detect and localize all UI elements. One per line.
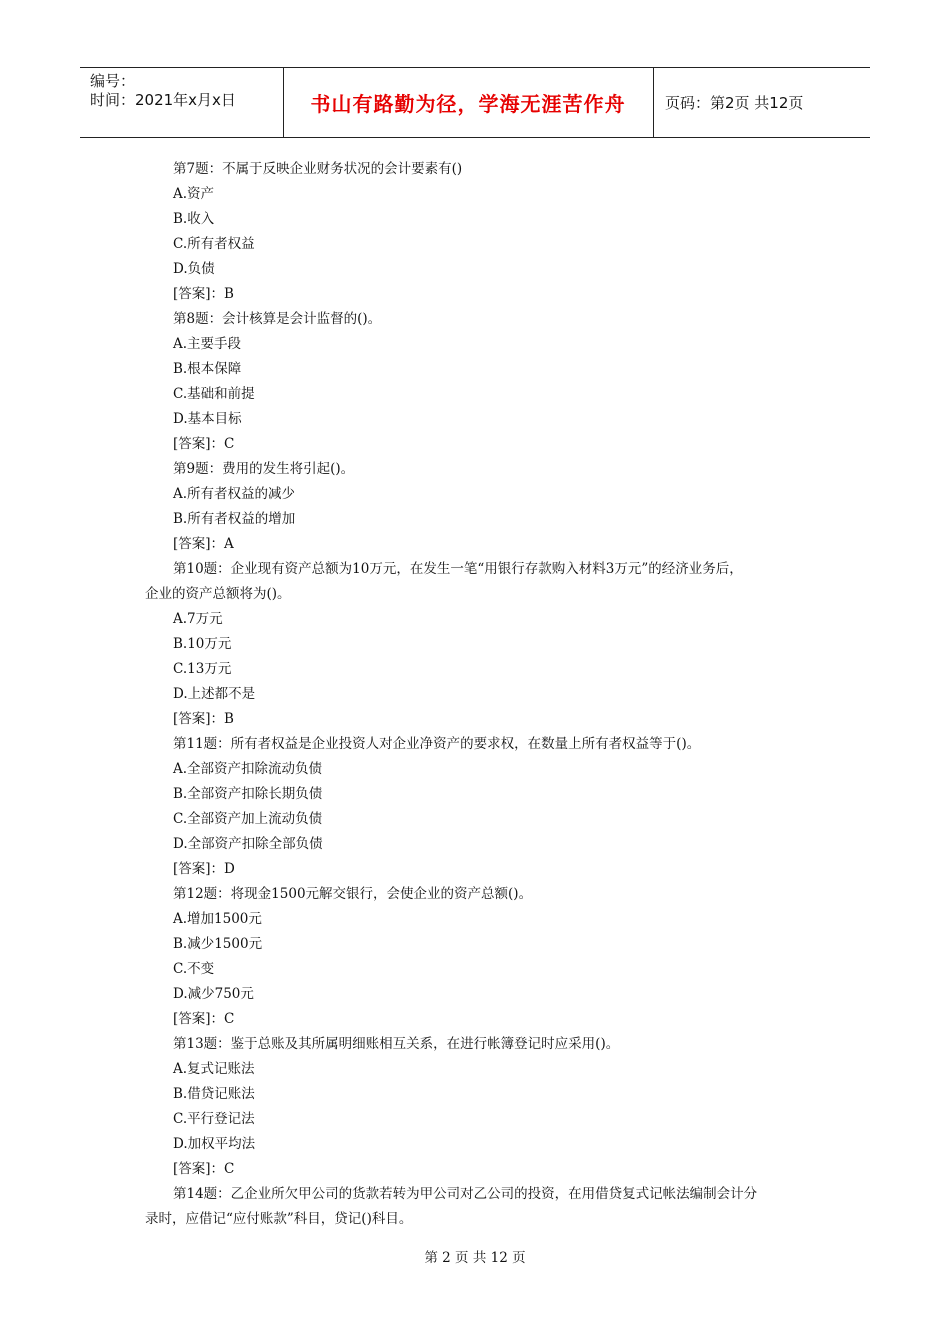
answer-option: D.负债 [173,261,215,277]
question-text-continued: 企业的资产总额将为()。 [145,586,291,602]
page-footer: 第 2 页 共 12 页 [424,1250,526,1266]
question-block [145,557,815,732]
question-text: 第11题：所有者权益是企业投资人对企业净资产的要求权，在数量上所有者权益等于()。 [173,736,701,752]
answer-option: D.加权平均法 [173,1136,256,1152]
header-divider [653,68,654,137]
question-text: 第9题：费用的发生将引起()。 [173,461,355,477]
time-label: 时间：2021年x月x日 [90,91,236,109]
answer-option: B.借贷记账法 [173,1086,255,1102]
answer-option: A.全部资产扣除流动负债 [173,761,323,777]
answer-option: D.基本目标 [173,411,242,427]
header-page-label: 页码：第2页 共12页 [665,94,804,112]
question-text: 第14题：乙企业所欠甲公司的货款若转为甲公司对乙公司的投资，在用借贷复式记帐法编制会计分 [173,1186,758,1202]
question-text: 第10题：企业现有资产总额为10万元，在发生一笔“用银行存款购入材料3万元”的经济业务后， [173,561,743,577]
answer-option: A.资产 [173,186,215,202]
page-header [80,67,870,138]
question-block [145,307,815,457]
question-block [145,457,815,557]
answer-option: B.根本保障 [173,361,242,377]
answer-option: A.所有者权益的减少 [173,486,296,502]
answer-option: C.所有者权益 [173,236,255,252]
answer-option: B.减少1500元 [173,936,263,952]
question-text-continued: 录时，应借记“应付账款”科目，贷记()科目。 [145,1211,413,1227]
question-block [145,157,815,307]
question-block [145,732,815,882]
header-motto: 书山有路勤为径，学海无涯苦作舟 [310,92,626,116]
number-label: 编号： [90,72,136,90]
answer-option: C.基础和前提 [173,386,255,402]
question-text: 第7题：不属于反映企业财务状况的会计要素有() [173,161,463,177]
answer-option: B.10万元 [173,636,232,652]
answer-option: D.上述都不是 [173,686,256,702]
answer-key: [答案]：C [173,1011,235,1027]
answer-option: B.全部资产扣除长期负债 [173,786,323,802]
answer-key: [答案]：B [173,286,234,302]
answer-option: B.所有者权益的增加 [173,511,296,527]
answer-option: C.平行登记法 [173,1111,255,1127]
answer-key: [答案]：C [173,436,235,452]
answer-option: D.减少750元 [173,986,254,1002]
answer-option: B.收入 [173,211,215,227]
answer-option: A.增加1500元 [173,911,262,927]
answer-option: C.不变 [173,961,215,977]
answer-option: C.13万元 [173,661,232,677]
answer-option: C.全部资产加上流动负债 [173,811,323,827]
question-text: 第8题：会计核算是会计监督的()。 [173,311,382,327]
answer-option: D.全部资产扣除全部负债 [173,836,323,852]
question-block [145,1032,815,1182]
answer-key: [答案]：C [173,1161,235,1177]
answer-key: [答案]：B [173,711,234,727]
question-block [145,882,815,1032]
answer-option: A.复式记账法 [173,1061,255,1077]
answer-option: A.7万元 [173,611,223,627]
answer-option: A.主要手段 [173,336,242,352]
question-text: 第12题：将现金1500元解交银行，会使企业的资产总额()。 [173,886,533,902]
question-block [145,1182,815,1232]
question-text: 第13题：鉴于总账及其所属明细账相互关系，在进行帐簿登记时应采用()。 [173,1036,620,1052]
question-list [145,157,815,1232]
answer-key: [答案]：A [173,536,234,552]
answer-key: [答案]：D [173,861,235,877]
header-meta [90,72,236,110]
